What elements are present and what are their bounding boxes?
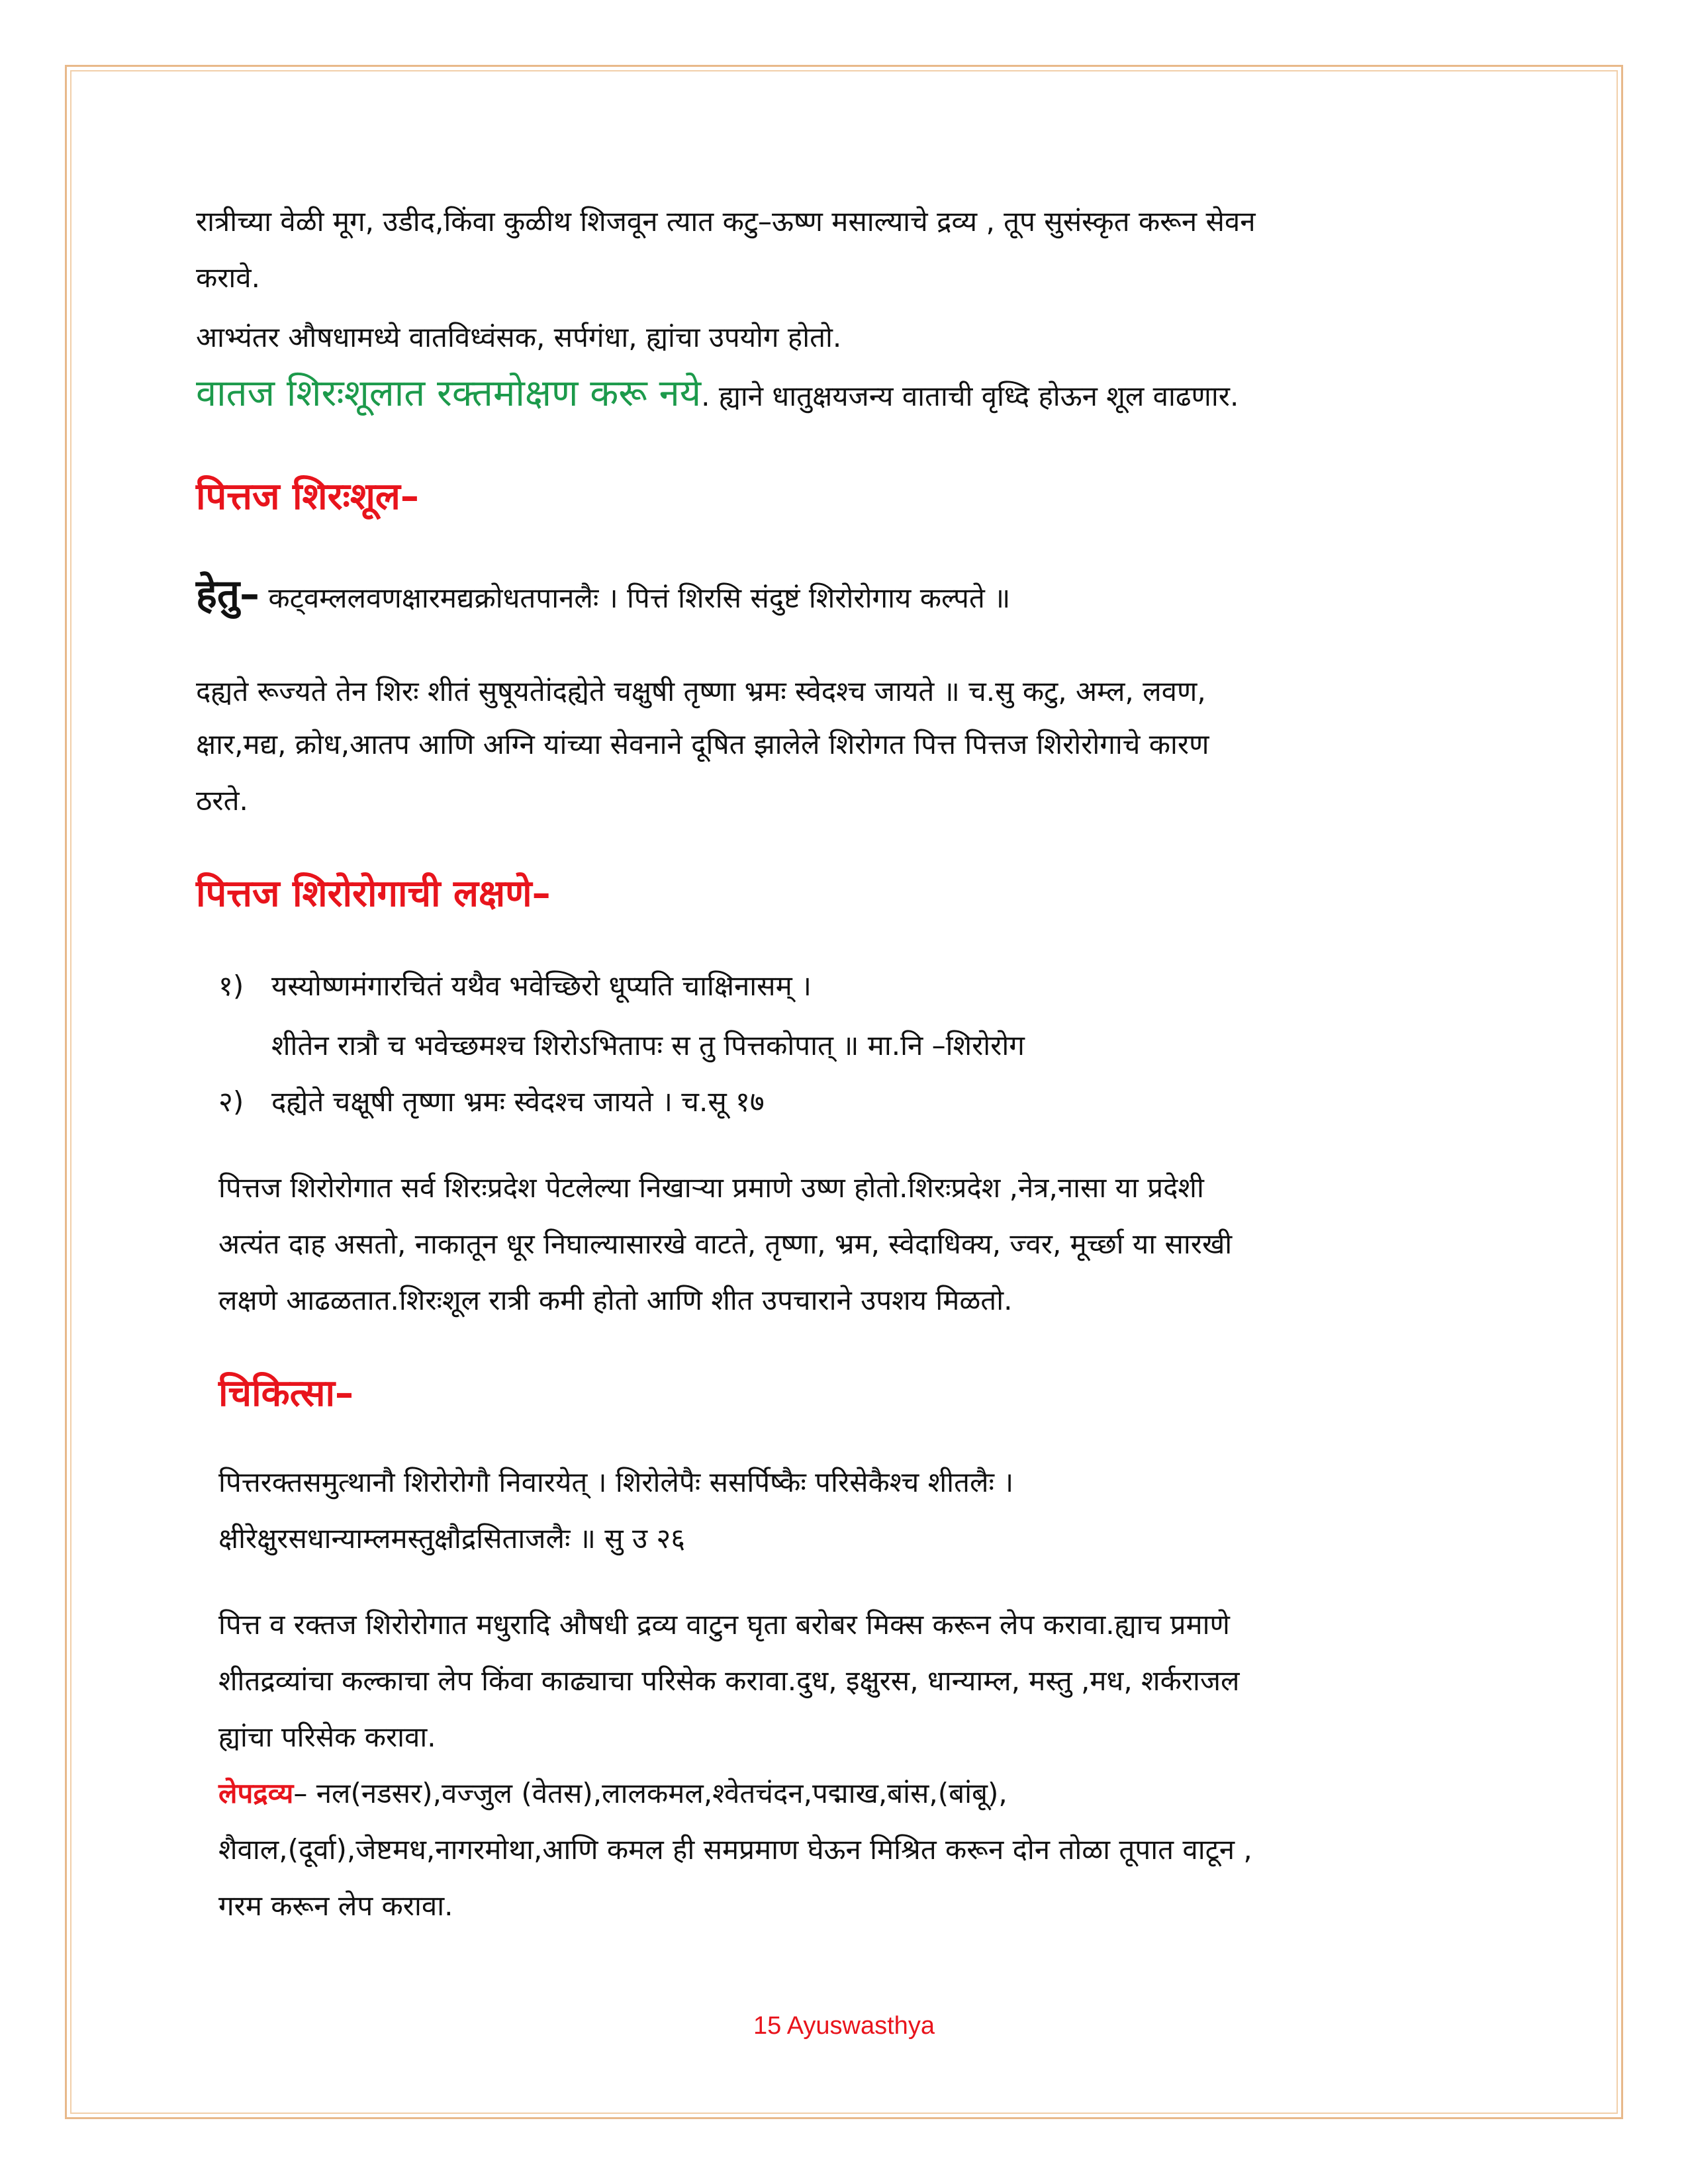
- lepdravya-text: – नल(नडसर),वज्जुल (वेतस),लालकमल,श्वेतचंदन,पद्माख,बांस,(बांबू),: [293, 1777, 1008, 1809]
- paragraph3-line1: पित्तज शिरोरोगात सर्व शिरःप्रदेश पेटलेल्या निखाऱ्या प्रमाणे उष्ण होतो.शिरःप्रदेश ,नेत्र,नासा या प्रदेशी: [218, 1171, 1204, 1204]
- paragraph4-line2: क्षीरेक्षुरसधान्याम्लमस्तुक्षौद्रसिताजलैः ॥ सु उ २६: [218, 1522, 686, 1555]
- paragraph2-line1: दह्यते रूज्यते तेन शिरः शीतं सुषूयतेांदह्येते चक्षुषी तृष्णा भ्रमः स्वेदश्च जायते ॥ च.सु कटु, अम्ल, लवण,: [196, 675, 1206, 707]
- page-footer: 15 Ayuswasthya: [753, 2012, 935, 2040]
- paragraph1-line3: आभ्यंतर औषधामध्ये वातविध्वंसक, सर्पगंधा, ह्यांचा उपयोग होतो.: [196, 321, 842, 353]
- hetu-label: हेतु–: [196, 571, 260, 617]
- paragraph3-line2: अत्यंत दाह असतो, नाकातून धूर निघाल्यासारखे वाटते, तृष्णा, भ्रम, स्वेदाधिक्य, ज्वर, मूर्च्छा या सारखी: [218, 1228, 1233, 1260]
- list-item-1-number: १): [218, 970, 244, 1002]
- paragraph5-line3: ह्यांचा परिसेक करावा.: [218, 1721, 436, 1753]
- paragraph1-highlight-line: [196, 374, 1239, 416]
- paragraph2-line2: क्षार,मद्य, क्रोध,आतप आणि अग्नि यांच्या सेवनाने दूषित झालेले शिरोगत पित्त पित्तज शिरोरोगाचे कारण: [196, 728, 1209, 760]
- paragraph5-line1: पित्त व रक्तज शिरोरोगात मधुरादि औषधी द्रव्य वाटुन घृता बरोबर मिक्स करून लेप करावा.ह्याच प्रमाणे: [218, 1608, 1230, 1641]
- warning-text: वातज शिरःशूलात रक्तमोक्षण करू नये: [196, 372, 702, 415]
- paragraph2-line3: ठरते.: [196, 784, 248, 817]
- paragraph5-line6: गरम करून लेप करावा.: [218, 1889, 453, 1922]
- heading-chikitsa: चिकित्सा–: [218, 1372, 353, 1415]
- heading-pittaj-shirashool: पित्तज शिरःशूल–: [196, 475, 419, 518]
- list-item-1-line2: शीतेन रात्रौ च भवेच्छमश्च शिरोऽभितापः स तु पित्तकोपात् ॥ मा.नि –शिरोरोग: [271, 1029, 1025, 1062]
- paragraph5-line5: शैवाल,(दूर्वा),जेष्टमध,नागरमोथा,आणि कमल ही समप्रमाण घेऊन मिश्रित करून दोन तोळा तूपात वाटून ,: [218, 1833, 1252, 1866]
- warning-text-rest: . ह्याने धातुक्षयजन्य वाताची वृध्दि होऊन शूल वाढणार.: [701, 380, 1239, 412]
- lepdravya-line: [218, 1774, 1008, 1813]
- paragraph3-line3: लक्षणे आढळतात.शिरःशूल रात्री कमी होतो आणि शीत उपचाराने उपशय मिळतो.: [218, 1284, 1013, 1316]
- list-item-1-line1: यस्योष्णमंगारचितं यथैव भवेच्छिरो धूप्यति चाक्षिनासम् ।: [271, 970, 812, 1002]
- list-item-2-line1: दह्येते चक्षूषी तृष्णा भ्रमः स्वेदश्च जायते । च.सू १७: [271, 1085, 765, 1118]
- heading-lakshane: पित्तज शिरोरोगाची लक्षणे–: [196, 872, 551, 915]
- paragraph1-line1: रात्रीच्या वेळी मूग, उडीद,किंवा कुळीथ शिजवून त्यात कटु–ऊष्ण मसाल्याचे द्रव्य , तूप सुसंस्कृत करून सेवन: [196, 205, 1256, 238]
- paragraph5-line2: शीतद्रव्यांचा कल्काचा लेप किंवा काढ्याचा परिसेक करावा.दुध, इक्षुरस, धान्याम्ल, मस्तु ,मध, शर्कराजल: [218, 1664, 1240, 1697]
- hetu-text: कट्वम्ललवणक्षारमद्यक्रोधतपानलैः । पित्तं शिरसि संदुष्टं शिरोरोगाय कल्पते ॥: [259, 582, 1011, 614]
- lepdravya-label: लेपद्रव्य: [218, 1777, 294, 1809]
- paragraph1-line2: करावे.: [196, 261, 261, 294]
- list-item-2-number: २): [218, 1085, 244, 1118]
- paragraph4-line1: पित्तरक्तसमुत्थानौ शिरोरोगौ निवारयेत् । शिरोलेपैः ससर्पिष्कैः परिसेकैश्च शीतलैः ।: [218, 1466, 1014, 1498]
- hetu-line: [196, 571, 1011, 618]
